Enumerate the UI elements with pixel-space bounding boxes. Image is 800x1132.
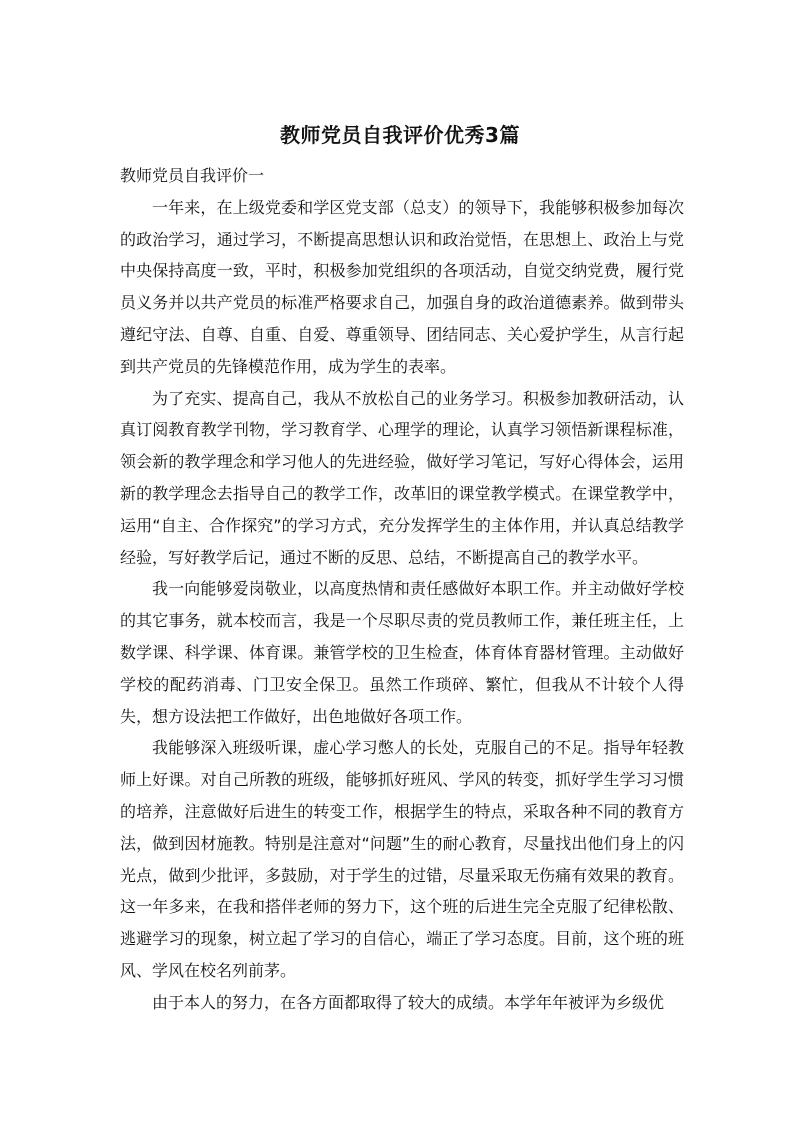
document-title: 教师党员自我评价优秀3篇 (280, 123, 520, 147)
section-heading: 教师党员自我评价一 (120, 166, 265, 185)
document-body (120, 160, 684, 1019)
paragraph-job-duties: 我一向能够爱岗敬业，以高度热情和责任感做好本职工作。并主动做好学校的其它事务，就本校而言，我是一个尽职尽责的党员教师工作，兼任班主任，上数学课、科学课、体育课。兼管学校的卫生检查，体育体育器材管理。主动做好学校的配药消毒、门卫安全保卫。虽然工作琐碎、繁忙，但我从不计较个人得失，想方设法把工作做好，出色地做好各项工作。 (120, 579, 684, 726)
paragraph-class-management: 我能够深入班级听课，虚心学习憋人的长处，克服自己的不足。指导年轻教师上好课。对自己所教的班级，能够抓好班风、学风的转变，抓好学生学习习惯的培养，注意做好后进生的转变工作，根据学生的特点，采取各种不同的教育方法，做到因材施教。特别是注意对“问题”生的耐心教育，尽量找出他们身上的闪光点，做到少批评，多鼓励，对于学生的过错，尽量采取无伤痛有效果的教育。这一年多来，在我和搭伴老师的努力下，这个班的后进生完全克服了纪律松散、逃避学习的现象，树立起了学习的自信心，端正了学习态度。目前，这个班的班风、学风在校名列前茅。 (120, 738, 684, 980)
paragraph-political-study: 一年来，在上级党委和学区党支部（总支）的领导下，我能够积极参加每次的政治学习，通过学习，不断提高思想认识和政治觉悟，在思想上、政治上与党中央保持高度一致，平时，积极参加党组织的各项活动，自觉交纳党费，履行党员义务并以共产党员的标准严格要求自己，加强自身的政治道德素养。做到带头遵纪守法、自尊、自重、自爱、尊重领导、团结同志、关心爱护学生，从言行起到共产党员的先锋模范作用，成为学生的表率。 (120, 197, 684, 376)
paragraph-professional-study: 为了充实、提高自己，我从不放松自己的业务学习。积极参加教研活动，认真订阅教育教学刊物，学习教育学、心理学的理论，认真学习领悟新课程标准，领会新的教学理念和学习他人的先进经验，做好学习笔记，写好心得体会，运用新的教学理念去指导自己的教学工作，改革旧的课堂教学模式。在课堂教学中，运用“自主、合作探究”的学习方式，充分发挥学生的主体作用，并认真总结教学经验，写好教学后记，通过不断的反思、总结，不断提高自己的教学水平。 (120, 388, 684, 567)
paragraph-achievements: 由于本人的努力，在各方面都取得了较大的成绩。本学年年被评为乡级优 (152, 992, 665, 1012)
